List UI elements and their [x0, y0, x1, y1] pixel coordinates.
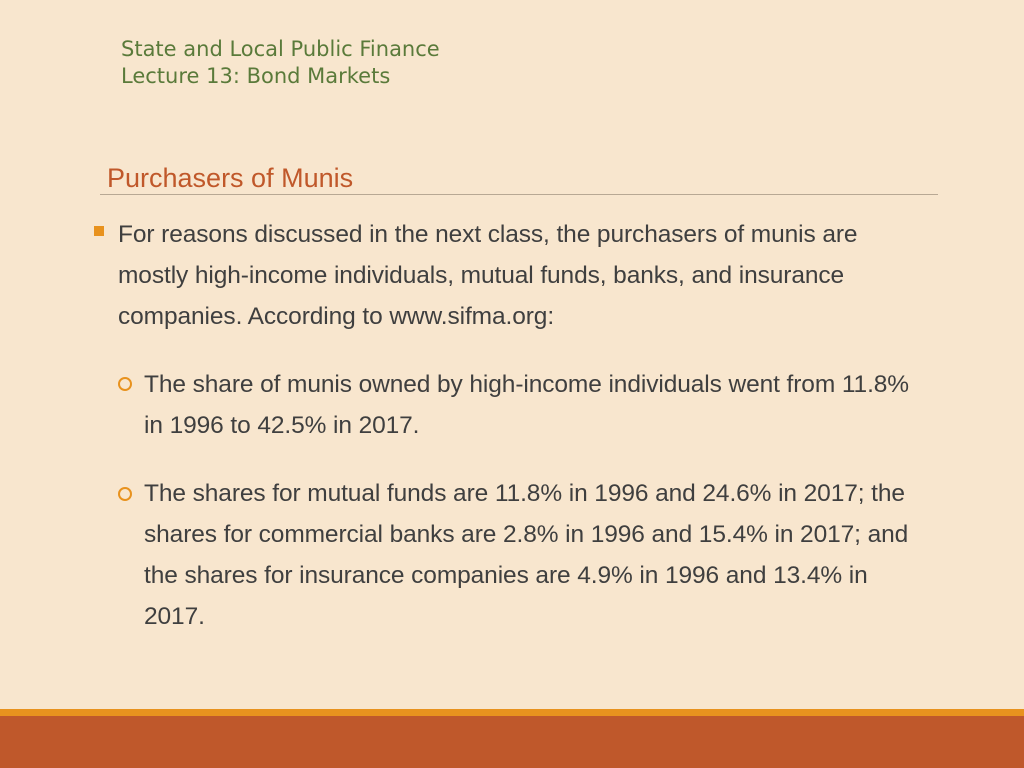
footer-bar	[0, 716, 1024, 768]
main-bullet-text: For reasons discussed in the next class, the purchasers of munis are mostly high-income individuals, mutual funds, banks, and insurance companies. According to www.sifma.org:	[118, 221, 858, 330]
circle-bullet-icon	[118, 487, 132, 501]
sub-bullet-text-2: The shares for mutual funds are 11.8% in 1996 and 24.6% in 2017; the shares for commercial banks are 2.8% in 1996 and 15.4% in 2017; and the shares for insurance companies are 4.9% in 1996 and 13.4% in 2017.	[144, 480, 909, 630]
lecture-title: Lecture 13: Bond Markets	[121, 64, 391, 88]
title-divider	[100, 194, 938, 195]
footer-accent-line	[0, 709, 1024, 716]
sub-bullet-text-1: The share of munis owned by high-income individuals went from 11.8% in 1996 to 42.5% in 2017.	[144, 371, 909, 439]
slide-header	[121, 36, 440, 90]
section-title: Purchasers of Munis	[107, 163, 354, 193]
circle-bullet-icon	[118, 377, 132, 391]
course-title: State and Local Public Finance	[121, 37, 440, 61]
square-bullet-icon	[94, 226, 104, 236]
